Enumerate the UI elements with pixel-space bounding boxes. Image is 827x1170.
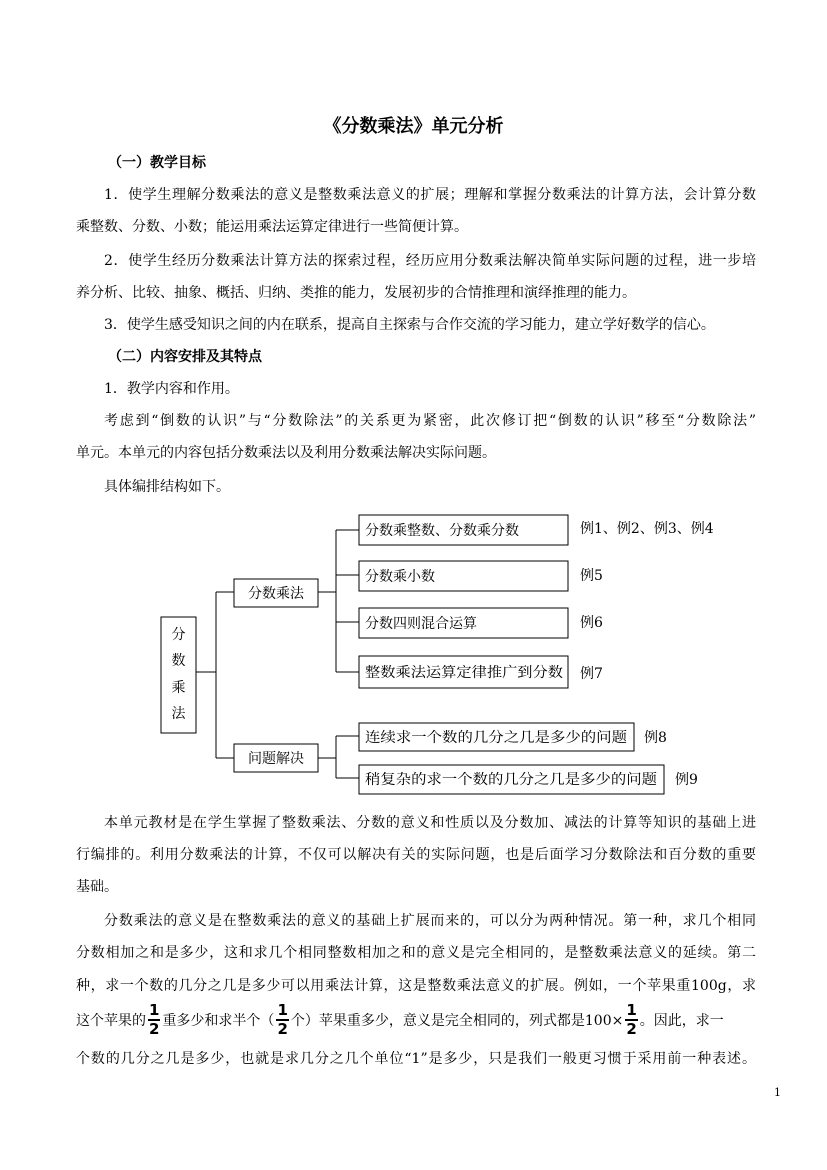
leaf-example-5: 例8 — [644, 730, 667, 746]
leaf-example-2: 例5 — [580, 568, 603, 584]
fraction-numerator: 1 — [626, 1001, 637, 1019]
body-p4-line-4 — [76, 1000, 756, 1040]
root-char-1: 分 — [171, 627, 186, 643]
body-p3-line-1: 本单元教材是在学生掌握了整数乘法、分数的意义和性质以及分数加、减法的计算等知识的基础上进 — [104, 815, 756, 831]
goal-3: 3．使学生感受知识之间的内在联系，提高自主探索与合作交流的学习能力，建立学好数学的信心。 — [104, 317, 715, 333]
content-item-1: 1．教学内容和作用。 — [104, 381, 239, 397]
leaf-label-6: 稍复杂的求一个数的几分之几是多少的问题 — [365, 772, 631, 788]
p4-text-a: 这个苹果的 — [76, 1013, 146, 1029]
p4-text-d: 。因此，求一 — [639, 1013, 724, 1029]
content-paragraph-line-2: 单元。本单元的内容包括分数乘法以及利用分数乘法解决实际问题。 — [76, 445, 496, 461]
leaf-example-4: 例7 — [580, 666, 603, 682]
fraction-numerator: 1 — [149, 1001, 160, 1019]
section-heading-content: （二）内容安排及其特点 — [108, 349, 262, 365]
leaf-example-6: 例9 — [675, 772, 698, 788]
body-p4-line-1: 分数乘法的意义是在整数乘法的意义的基础上扩展而来的，可以分为两种情况。第一种，求几个相同 — [104, 913, 756, 929]
content-paragraph-line-1: 考虑到“倒数的认识”与“分数除法”的关系更为紧密，此次修订把“倒数的认识”移至“分数除法” — [104, 413, 756, 429]
leaf-label-1: 分数乘整数、分数乘分数 — [365, 523, 519, 539]
p4-text-c: 个）苹果重多少，意义是完全相同的，列式都是100× — [290, 1013, 624, 1029]
leaf-example-3: 例6 — [580, 615, 603, 631]
p4-text-b: 重多少和求半个（ — [162, 1013, 275, 1029]
goal-1-line-2: 乘整数、分数、小数；能运用乘法运算定律进行一些简便计算。 — [76, 219, 468, 235]
leaf-label-5: 连续求一个数的几分之几是多少的问题 — [365, 730, 603, 746]
fraction-one-half-1 — [148, 1003, 160, 1037]
body-p4-line-3: 种，求一个数的几分之几是多少可以用乘法计算，这是整数乘法意义的扩展。例如，一个苹果重100g，求 — [76, 978, 756, 994]
branch-label-problem-solving: 问题解决 — [248, 751, 304, 767]
page-title: 《分数乘法》单元分析 — [323, 116, 504, 137]
goal-2-line-2: 养分析、比较、抽象、概括、归纳、类推的能力，发展初步的合情推理和演绎推理的能力。 — [76, 285, 636, 301]
root-char-4: 法 — [171, 706, 186, 722]
leaf-label-3: 分数四则混合运算 — [365, 616, 477, 632]
fraction-denominator: 2 — [149, 1020, 160, 1038]
goal-1-line-1: 1．使学生理解分数乘法的意义是整数乘法意义的扩展；理解和掌握分数乘法的计算方法，会计算分数 — [104, 187, 756, 203]
body-p3-line-3: 基础。 — [76, 879, 118, 895]
goal-2-line-1: 2．使学生经历分数乘法计算方法的探索过程，经历应用分数乘法解决简单实际问题的过程，进一步培 — [104, 253, 756, 269]
branch-label-multiplication: 分数乘法 — [248, 586, 304, 602]
leaf-label-2: 分数乘小数 — [365, 569, 435, 585]
root-char-3: 乘 — [171, 680, 186, 696]
page-number: 1 — [774, 1086, 781, 1099]
structure-intro: 具体编排结构如下。 — [104, 479, 230, 495]
fraction-numerator: 1 — [277, 1001, 288, 1019]
fraction-one-half-3 — [625, 1003, 637, 1037]
fraction-denominator: 2 — [626, 1020, 637, 1038]
section-heading-goals: （一）教学目标 — [108, 155, 206, 171]
leaf-label-4: 整数乘法运算定律推广到分数 — [365, 665, 547, 681]
fraction-denominator: 2 — [277, 1020, 288, 1038]
body-p4-line-5: 个数的几分之几是多少，也就是求几分之几个单位“1”是多少，只是我们一般更习惯于采用前一种表述。 — [76, 1051, 756, 1067]
leaf-example-1: 例1、例2、例3、例4 — [580, 521, 714, 537]
root-char-2: 数 — [171, 653, 186, 669]
body-p4-line-2: 分数相加之和是多少，这和求几个相同整数相加之和的意义是完全相同的，是整数乘法意义的延续。第二 — [76, 945, 756, 961]
body-p3-line-2: 行编排的。利用分数乘法的计算，不仅可以解决有关的实际问题，也是后面学习分数除法和百分数的重要 — [76, 847, 756, 863]
fraction-one-half-2 — [276, 1003, 288, 1037]
